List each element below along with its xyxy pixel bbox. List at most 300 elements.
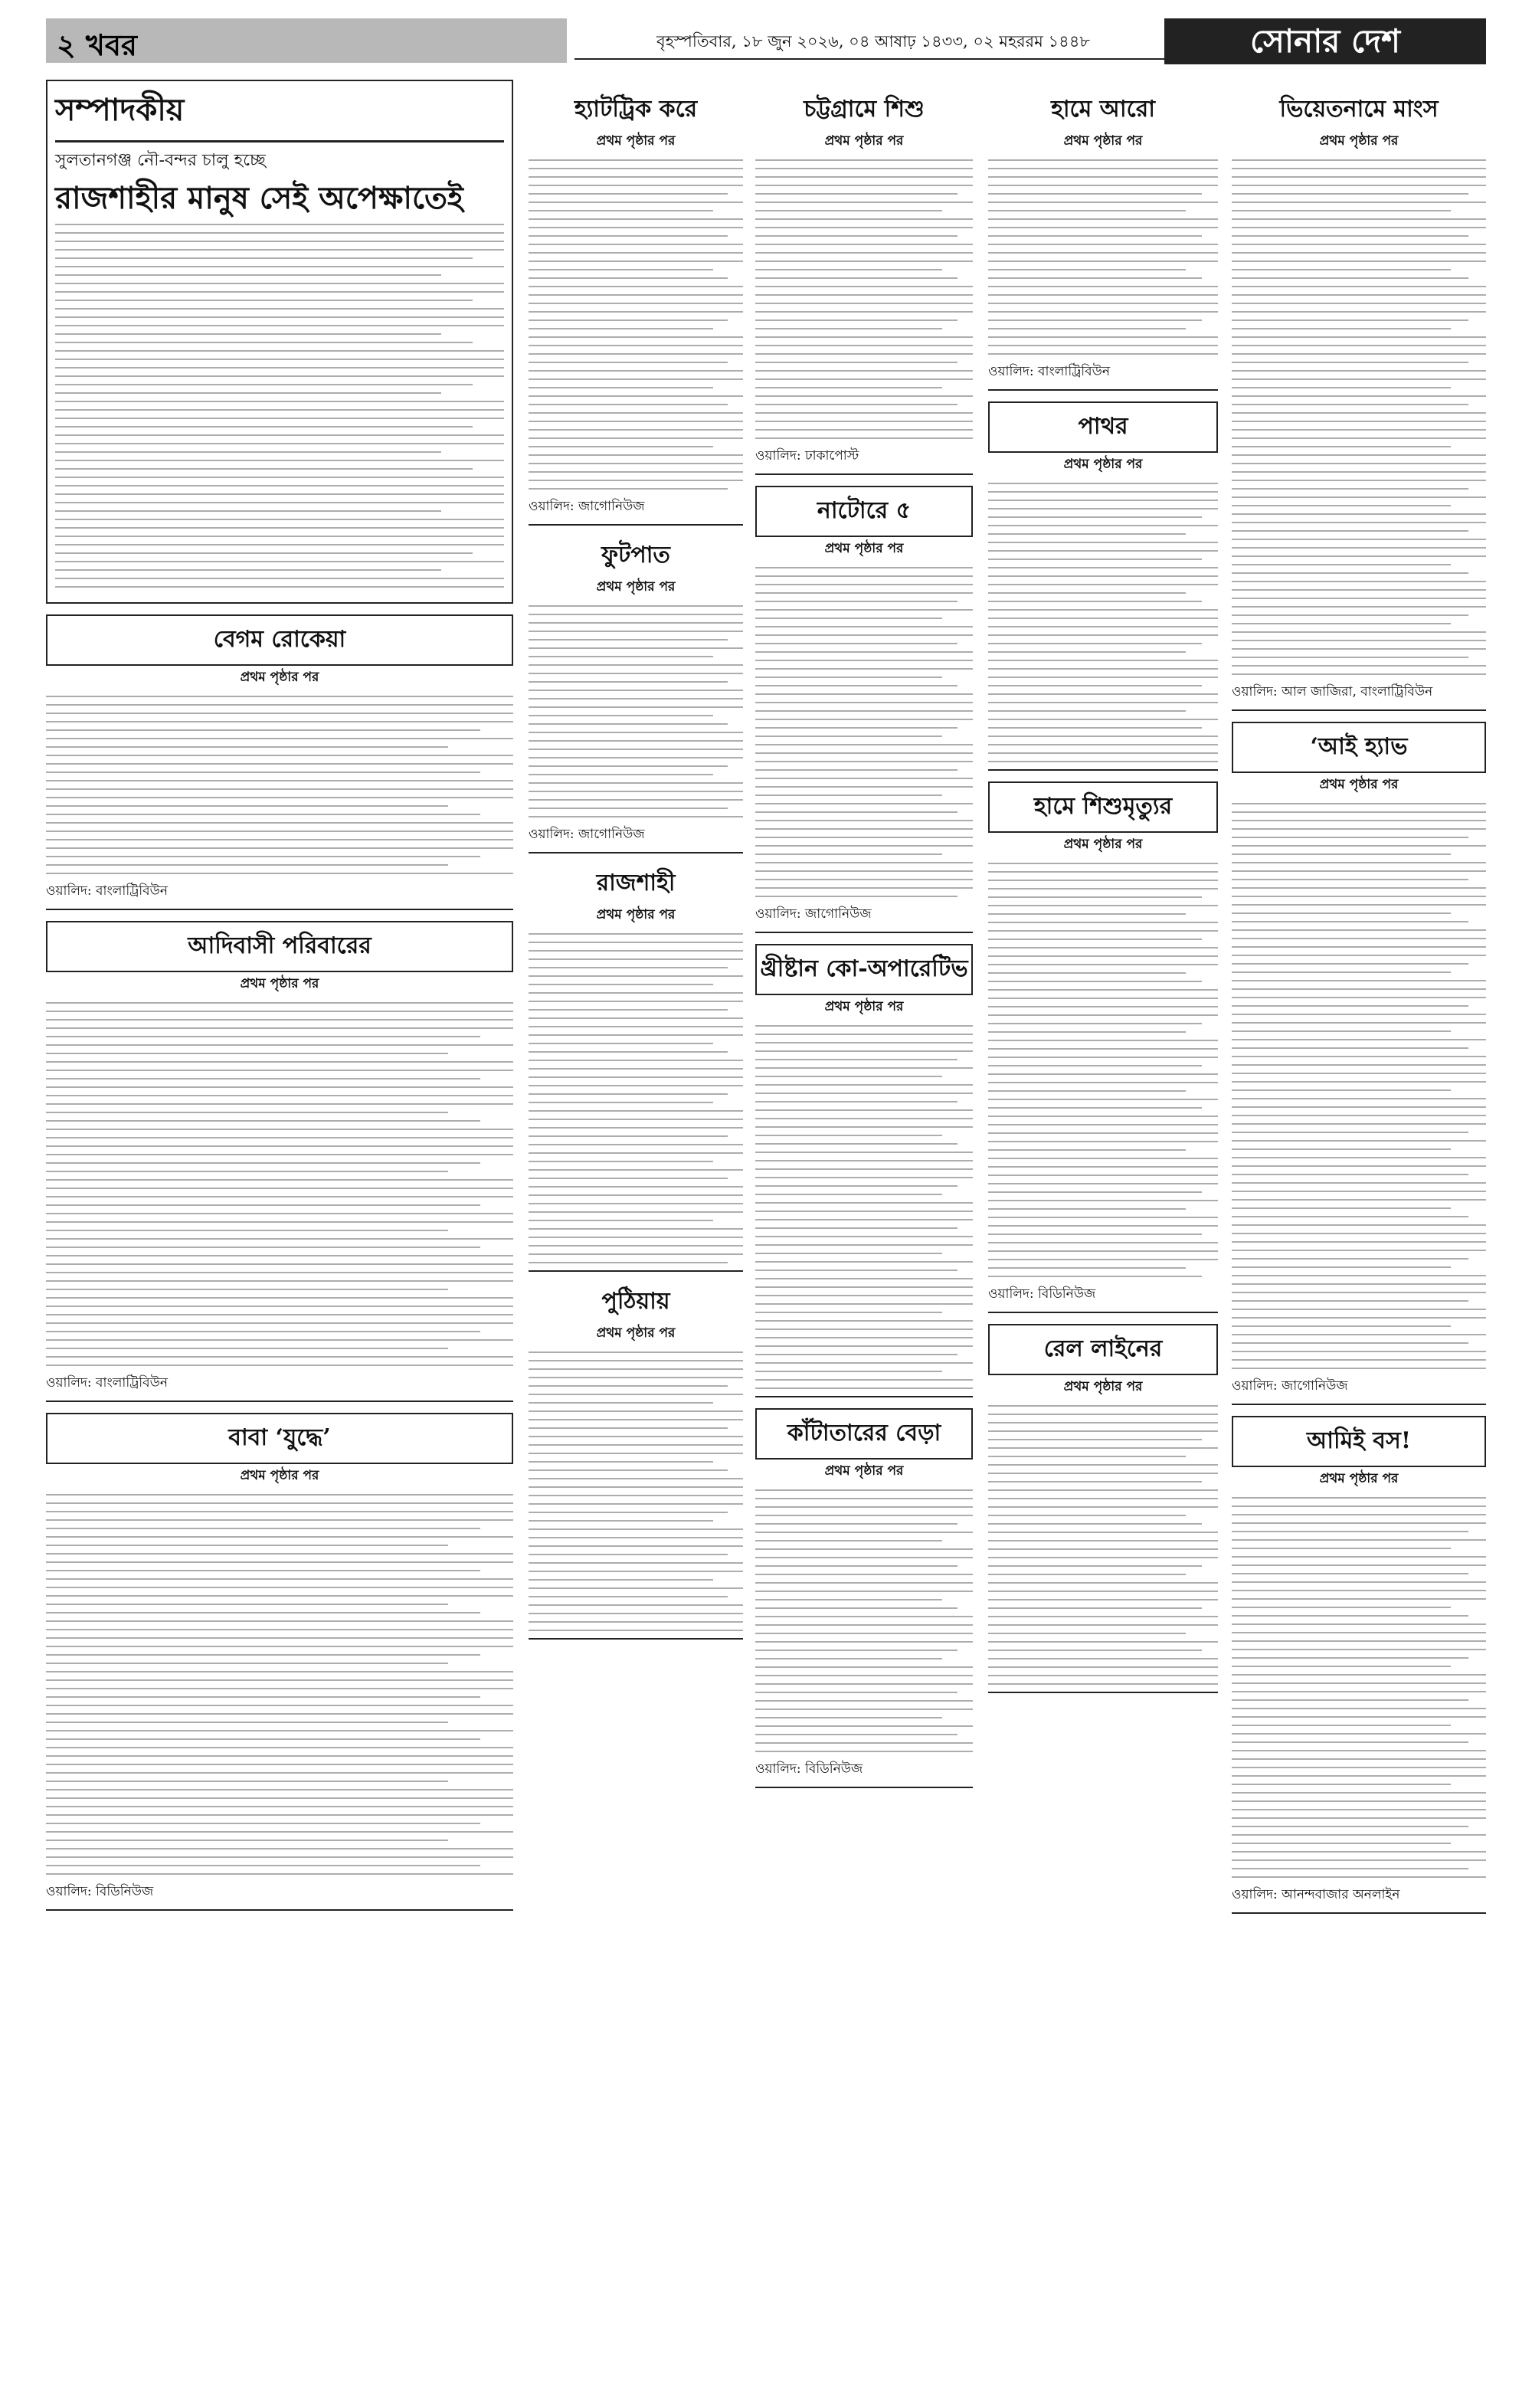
text-line xyxy=(755,345,973,346)
text-line xyxy=(1232,404,1468,405)
text-line xyxy=(1232,1140,1486,1142)
text-line xyxy=(988,1259,1218,1260)
text-line xyxy=(988,168,1218,169)
text-line xyxy=(529,782,743,784)
text-line xyxy=(55,519,504,520)
text-line xyxy=(1232,277,1468,279)
text-line xyxy=(529,967,728,968)
text-line xyxy=(1232,1030,1451,1032)
text-line xyxy=(755,412,973,414)
text-line xyxy=(988,1439,1202,1440)
page-label: ২ খবর xyxy=(57,28,137,62)
text-line xyxy=(529,1503,743,1505)
text-line xyxy=(1232,1325,1451,1327)
text-line xyxy=(755,1675,973,1676)
text-line xyxy=(529,1194,743,1196)
text-line xyxy=(1232,828,1486,830)
story-credit: ওয়ালিদ: আল জাজিরা, বাংলাট্রিবিউন xyxy=(1232,684,1433,699)
story-body xyxy=(988,1405,1218,1685)
text-line xyxy=(46,1027,513,1029)
text-line xyxy=(529,749,743,750)
story-credit: ওয়ালিদ: বাংলাট্রিবিউন xyxy=(988,364,1111,379)
text-line xyxy=(529,1419,743,1420)
text-line xyxy=(988,244,1218,245)
text-line xyxy=(755,1658,942,1659)
text-line xyxy=(1232,1039,1486,1040)
text-line xyxy=(1232,1531,1468,1532)
text-line xyxy=(529,791,743,792)
masthead xyxy=(46,18,1486,66)
text-line xyxy=(755,1143,958,1145)
text-line xyxy=(46,831,513,832)
text-line xyxy=(46,1646,513,1647)
story-title: আদিবাসী পরিবারের xyxy=(46,921,513,972)
text-line xyxy=(529,412,743,414)
text-line xyxy=(55,451,441,453)
text-line xyxy=(755,1591,973,1592)
text-line xyxy=(1232,946,1486,948)
text-line xyxy=(46,1797,513,1799)
text-line xyxy=(988,677,1218,678)
story-credit: ওয়ালিদ: বিডিনিউজ xyxy=(755,1761,863,1777)
page-label-bar xyxy=(46,18,567,63)
text-line xyxy=(755,176,973,178)
text-line xyxy=(1232,1556,1486,1558)
text-line xyxy=(755,761,973,762)
text-line xyxy=(988,905,1218,906)
text-line xyxy=(46,1289,448,1290)
text-line xyxy=(1232,1115,1486,1116)
text-line xyxy=(988,516,1202,518)
text-line xyxy=(46,1188,513,1189)
text-line xyxy=(529,1528,743,1530)
text-line xyxy=(755,1211,973,1212)
text-line xyxy=(988,269,1186,270)
story-credit: ওয়ালিদ: বিডিনিউজ xyxy=(46,1884,154,1899)
text-line xyxy=(988,1082,1218,1083)
text-line xyxy=(529,799,743,801)
text-line xyxy=(529,614,743,615)
text-line xyxy=(1232,997,1486,998)
text-line xyxy=(529,1110,743,1112)
text-line xyxy=(988,955,1218,957)
story-title: পাথর xyxy=(988,401,1218,453)
text-line xyxy=(46,1823,480,1824)
news-story xyxy=(529,1283,743,1640)
text-line xyxy=(529,1385,728,1387)
text-line xyxy=(55,569,441,571)
text-line xyxy=(46,780,513,781)
story-credit: ওয়ালিদ: বিডিনিউজ xyxy=(988,1286,1096,1302)
text-line xyxy=(1232,1241,1486,1243)
text-line xyxy=(46,839,513,840)
text-line xyxy=(46,1654,480,1656)
text-line xyxy=(755,1582,973,1584)
text-line xyxy=(755,1185,958,1187)
text-line xyxy=(988,294,1218,296)
text-line xyxy=(1232,803,1486,804)
text-line xyxy=(988,1065,1202,1066)
text-line xyxy=(46,1831,513,1833)
text-line xyxy=(988,1447,1218,1449)
text-line xyxy=(755,845,973,847)
continued-label: প্রথম পৃষ্ঠার পর xyxy=(240,1468,319,1483)
text-line xyxy=(529,303,743,304)
text-line xyxy=(529,1394,743,1395)
text-line xyxy=(529,1211,743,1213)
text-line xyxy=(1232,1089,1451,1091)
text-line xyxy=(755,1244,973,1246)
text-line xyxy=(988,626,1218,627)
text-line xyxy=(755,1261,973,1263)
text-line xyxy=(1232,640,1486,641)
text-line xyxy=(529,294,743,296)
text-line xyxy=(755,1354,958,1355)
text-line xyxy=(46,1238,513,1240)
text-line xyxy=(529,1068,743,1070)
news-story xyxy=(529,90,743,526)
text-line xyxy=(755,811,958,813)
text-line xyxy=(755,643,958,644)
continued-label: প্রথম পৃষ্ঠার পর xyxy=(824,999,904,1014)
text-line xyxy=(988,559,1202,560)
text-line xyxy=(988,727,1202,729)
continued-label: প্রথম পৃষ্ঠার পর xyxy=(596,133,676,149)
text-line xyxy=(988,744,1218,745)
text-line xyxy=(988,1633,1186,1634)
text-line xyxy=(988,210,1186,211)
text-line xyxy=(988,972,1186,974)
text-line xyxy=(1232,1809,1486,1810)
text-line xyxy=(988,752,1218,754)
text-line xyxy=(46,1331,480,1332)
text-line xyxy=(1232,1342,1468,1344)
text-line xyxy=(529,605,743,607)
divider xyxy=(988,389,1218,391)
text-line xyxy=(988,201,1218,203)
story-body xyxy=(529,159,743,490)
story-title: আমিই বস! xyxy=(1232,1416,1486,1467)
news-story xyxy=(988,1324,1218,1693)
continued-label: প্রথম পৃষ্ঠার পর xyxy=(824,541,904,556)
text-line xyxy=(988,185,1218,186)
text-line xyxy=(1232,1174,1468,1175)
text-line xyxy=(529,647,743,649)
text-line xyxy=(46,1722,448,1723)
text-line xyxy=(755,159,973,161)
text-line xyxy=(529,1245,743,1247)
text-line xyxy=(988,159,1218,161)
text-line xyxy=(755,1067,973,1069)
text-line xyxy=(755,227,973,228)
text-line xyxy=(755,1202,973,1204)
text-line xyxy=(46,696,513,697)
text-line xyxy=(529,808,728,809)
text-line xyxy=(46,814,480,815)
news-story xyxy=(755,90,973,475)
story-body xyxy=(1232,159,1486,675)
continued-label: প্রথম পৃষ্ঠার পর xyxy=(596,579,676,595)
text-line xyxy=(529,1545,743,1547)
text-line xyxy=(46,1196,513,1197)
text-line xyxy=(529,210,713,211)
text-line xyxy=(529,437,743,439)
continued-label: প্রথম পৃষ্ঠার পর xyxy=(1319,133,1399,149)
divider xyxy=(1232,1912,1486,1914)
text-line xyxy=(755,1650,958,1651)
text-line xyxy=(1232,227,1486,228)
text-line xyxy=(529,664,743,666)
text-line xyxy=(1232,887,1486,889)
text-line xyxy=(529,1402,713,1404)
text-line xyxy=(755,1025,973,1027)
text-line xyxy=(55,460,504,461)
column-right xyxy=(988,80,1486,2362)
text-line xyxy=(529,723,728,725)
text-line xyxy=(46,1280,513,1282)
editorial-headline: রাজশাহীর মানুষ সেই অপেক্ষাতেই xyxy=(55,180,463,216)
text-line xyxy=(988,1430,1218,1432)
text-line xyxy=(755,677,942,678)
text-line xyxy=(755,601,958,602)
text-line xyxy=(988,1473,1218,1474)
text-line xyxy=(46,1755,513,1757)
text-line xyxy=(1232,1106,1486,1108)
text-line xyxy=(55,485,504,487)
text-line xyxy=(529,1604,743,1606)
text-line xyxy=(755,727,958,729)
text-line xyxy=(529,1144,743,1145)
text-line xyxy=(755,1303,973,1305)
text-line xyxy=(988,1565,1202,1567)
story-credit: ওয়ালিদ: জাগোনিউজ xyxy=(529,827,645,842)
text-line xyxy=(1232,547,1486,549)
text-line xyxy=(1232,1682,1486,1684)
text-line xyxy=(755,702,973,703)
text-line xyxy=(46,1306,513,1307)
text-line xyxy=(46,1154,513,1155)
text-line xyxy=(1232,185,1486,186)
text-line xyxy=(755,1498,973,1499)
text-line xyxy=(1232,201,1486,203)
text-line xyxy=(988,508,1218,509)
text-line xyxy=(529,1368,743,1370)
text-line xyxy=(988,1141,1218,1142)
text-line xyxy=(529,1537,743,1538)
text-line xyxy=(46,1171,448,1172)
text-line xyxy=(46,1086,513,1088)
text-line xyxy=(755,1683,973,1685)
story-body xyxy=(529,1351,743,1631)
text-line xyxy=(755,378,973,380)
text-line xyxy=(46,1103,513,1105)
text-line xyxy=(46,1604,448,1605)
text-line xyxy=(529,370,743,372)
text-line xyxy=(1232,572,1468,574)
text-line xyxy=(46,1322,513,1324)
text-line xyxy=(1232,1649,1486,1650)
text-line xyxy=(529,1630,743,1631)
text-line xyxy=(529,362,728,363)
text-line xyxy=(1232,1581,1486,1583)
text-line xyxy=(755,1700,973,1702)
story-title: ভিয়েতনামে মাংস xyxy=(1279,96,1439,123)
text-line xyxy=(1232,1834,1486,1836)
text-line xyxy=(1232,1817,1486,1819)
continued-label: প্রথম পৃষ্ঠার পর xyxy=(596,907,676,922)
column-left xyxy=(46,80,513,2362)
text-line xyxy=(1232,378,1486,380)
text-line xyxy=(755,1666,973,1668)
text-line xyxy=(988,1073,1218,1075)
story-body xyxy=(988,863,1218,1277)
text-line xyxy=(529,201,743,203)
continued-label: প্রথম পৃষ্ঠার পর xyxy=(596,1325,676,1341)
text-line xyxy=(988,634,1218,636)
text-line xyxy=(988,660,1218,661)
text-line xyxy=(46,1629,513,1630)
text-line xyxy=(46,1764,513,1765)
text-line xyxy=(1232,446,1451,447)
text-line xyxy=(988,1057,1218,1058)
text-line xyxy=(755,609,973,611)
text-line xyxy=(529,950,743,952)
text-line xyxy=(988,319,1202,321)
text-line xyxy=(55,502,504,503)
text-line xyxy=(529,286,743,287)
news-story xyxy=(988,90,1218,391)
text-line xyxy=(55,224,504,225)
text-line xyxy=(755,362,958,363)
text-line xyxy=(988,880,1218,881)
text-line xyxy=(755,1337,973,1338)
text-line xyxy=(988,871,1218,873)
story-body xyxy=(46,696,513,874)
text-line xyxy=(1232,1123,1486,1125)
text-line xyxy=(1232,252,1486,254)
story-title: হামে শিশুমৃত্যুর xyxy=(988,781,1218,833)
text-line xyxy=(529,1486,743,1488)
text-line xyxy=(529,429,743,431)
text-line xyxy=(755,752,973,754)
text-line xyxy=(529,1034,743,1036)
text-line xyxy=(55,536,504,537)
text-line xyxy=(755,794,942,796)
text-line xyxy=(529,1621,743,1623)
text-line xyxy=(529,1613,743,1614)
text-line xyxy=(55,367,504,369)
text-line xyxy=(1232,1283,1486,1285)
text-line xyxy=(529,1469,728,1471)
text-line xyxy=(988,719,1218,720)
text-line xyxy=(1232,581,1486,582)
text-line xyxy=(46,1873,513,1875)
text-line xyxy=(1232,353,1486,355)
text-line xyxy=(755,862,973,863)
text-line xyxy=(988,1591,1218,1592)
text-line xyxy=(1232,1359,1486,1361)
text-line xyxy=(46,729,480,731)
text-line xyxy=(755,1177,973,1178)
text-line xyxy=(988,922,1218,923)
text-line xyxy=(988,693,1218,695)
text-line xyxy=(529,1562,743,1564)
text-line xyxy=(46,1179,513,1181)
text-line xyxy=(46,797,513,798)
text-line xyxy=(755,1320,973,1322)
text-line xyxy=(529,1009,728,1011)
text-line xyxy=(1232,480,1486,481)
text-line xyxy=(529,1427,728,1429)
text-line xyxy=(529,227,743,228)
text-line xyxy=(529,218,743,220)
text-line xyxy=(529,1135,728,1137)
text-line xyxy=(988,1242,1218,1243)
news-story xyxy=(1232,90,1486,711)
editorial-body xyxy=(55,224,504,588)
continued-label: প্রথম পৃষ্ঠার পর xyxy=(824,133,904,149)
text-line xyxy=(988,702,1218,703)
text-line xyxy=(1232,1640,1486,1642)
text-line xyxy=(988,1217,1218,1218)
text-line xyxy=(55,561,504,562)
text-line xyxy=(988,277,1202,279)
text-line xyxy=(1232,1368,1486,1369)
story-title: হামে আরো xyxy=(1051,96,1155,123)
news-story xyxy=(755,486,973,933)
text-line xyxy=(1232,429,1486,431)
text-line xyxy=(755,567,973,568)
divider xyxy=(755,473,973,475)
divider xyxy=(988,1692,1218,1693)
text-line xyxy=(46,1561,513,1563)
text-line xyxy=(1232,1674,1486,1676)
text-line xyxy=(46,1848,513,1849)
text-line xyxy=(1232,522,1486,523)
text-line xyxy=(46,1730,513,1731)
text-line xyxy=(755,1152,973,1153)
text-line xyxy=(46,772,480,773)
text-line xyxy=(529,673,743,674)
text-line xyxy=(988,643,1202,644)
text-line xyxy=(755,1278,973,1279)
text-line xyxy=(529,681,728,683)
text-line xyxy=(755,1050,973,1052)
text-line xyxy=(755,896,958,897)
text-line xyxy=(1232,1148,1451,1150)
text-line xyxy=(529,1377,743,1378)
text-line xyxy=(755,1574,973,1575)
text-line xyxy=(1232,1632,1486,1633)
text-line xyxy=(755,1599,942,1600)
text-line xyxy=(988,1208,1186,1210)
text-line xyxy=(55,249,504,251)
text-line xyxy=(46,1587,513,1588)
text-line xyxy=(988,1481,1202,1482)
text-line xyxy=(755,328,942,329)
text-line xyxy=(46,1528,480,1529)
text-line xyxy=(988,1200,1218,1201)
text-line xyxy=(755,269,942,270)
text-line xyxy=(529,252,743,254)
text-line xyxy=(755,185,973,186)
text-line xyxy=(529,176,743,178)
divider xyxy=(1232,709,1486,711)
text-line xyxy=(755,1093,973,1094)
text-line xyxy=(755,1633,973,1634)
story-body xyxy=(1232,803,1486,1369)
text-line xyxy=(46,1536,513,1538)
